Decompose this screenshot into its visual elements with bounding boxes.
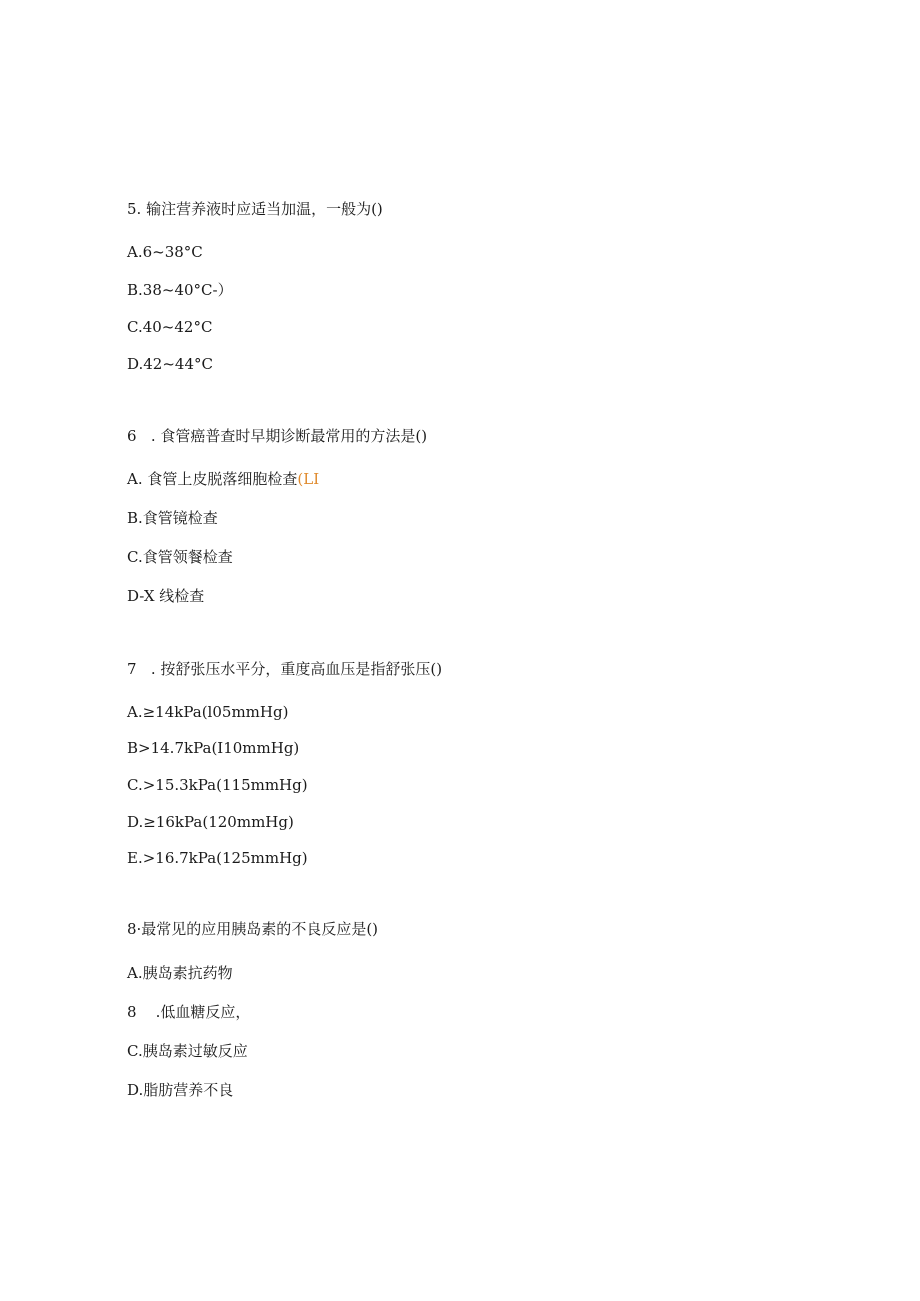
question-8-option-a: A.胰岛素抗药物 <box>127 964 233 982</box>
question-6-option-a-suffix: (LI <box>297 470 320 488</box>
question-5-option-a: A.6~38°C <box>127 243 203 261</box>
question-7-option-b: B>14.7kPa(I10mmHg) <box>127 739 300 757</box>
question-7-stem: 7 . 按舒张压水平分，重度高血压是指舒张压() <box>127 660 443 678</box>
question-6-option-a-text: A. 食管上皮脱落细胞检查 <box>127 470 298 488</box>
question-8-option-c: C.胰岛素过敏反应 <box>127 1042 248 1060</box>
question-6-option-b: B.食管镜检查 <box>127 509 218 527</box>
question-6-stem: 6 . 食管癌普查时早期诊断最常用的方法是() <box>127 427 428 445</box>
question-7-option-e: E.>16.7kPa(125mmHg) <box>127 849 308 867</box>
question-7-option-a: A.≥14kPa(l05mmHg) <box>127 703 289 721</box>
question-6-option-c: C.食管领餐检查 <box>127 548 233 566</box>
question-7-option-d: D.≥16kPa(120mmHg) <box>127 813 294 831</box>
question-6-option-a <box>127 469 319 489</box>
question-5-option-b: B.38~40°C-） <box>127 281 233 299</box>
question-6-option-d: D-X 线检查 <box>127 587 205 605</box>
question-7-option-c: C.>15.3kPa(115mmHg) <box>127 776 308 794</box>
question-8-option-b: 8 .低血糖反应， <box>127 1003 251 1021</box>
question-8-stem: 8·最常见的应用胰岛素的不良反应是() <box>127 920 379 938</box>
question-5-option-c: C.40~42°C <box>127 318 213 336</box>
question-5-option-d: D.42~44°C <box>127 355 213 373</box>
question-8-option-d: D.脂肪营养不良 <box>127 1081 234 1099</box>
question-5-stem: 5. 输注营养液时应适当加温，一般为() <box>127 200 383 218</box>
